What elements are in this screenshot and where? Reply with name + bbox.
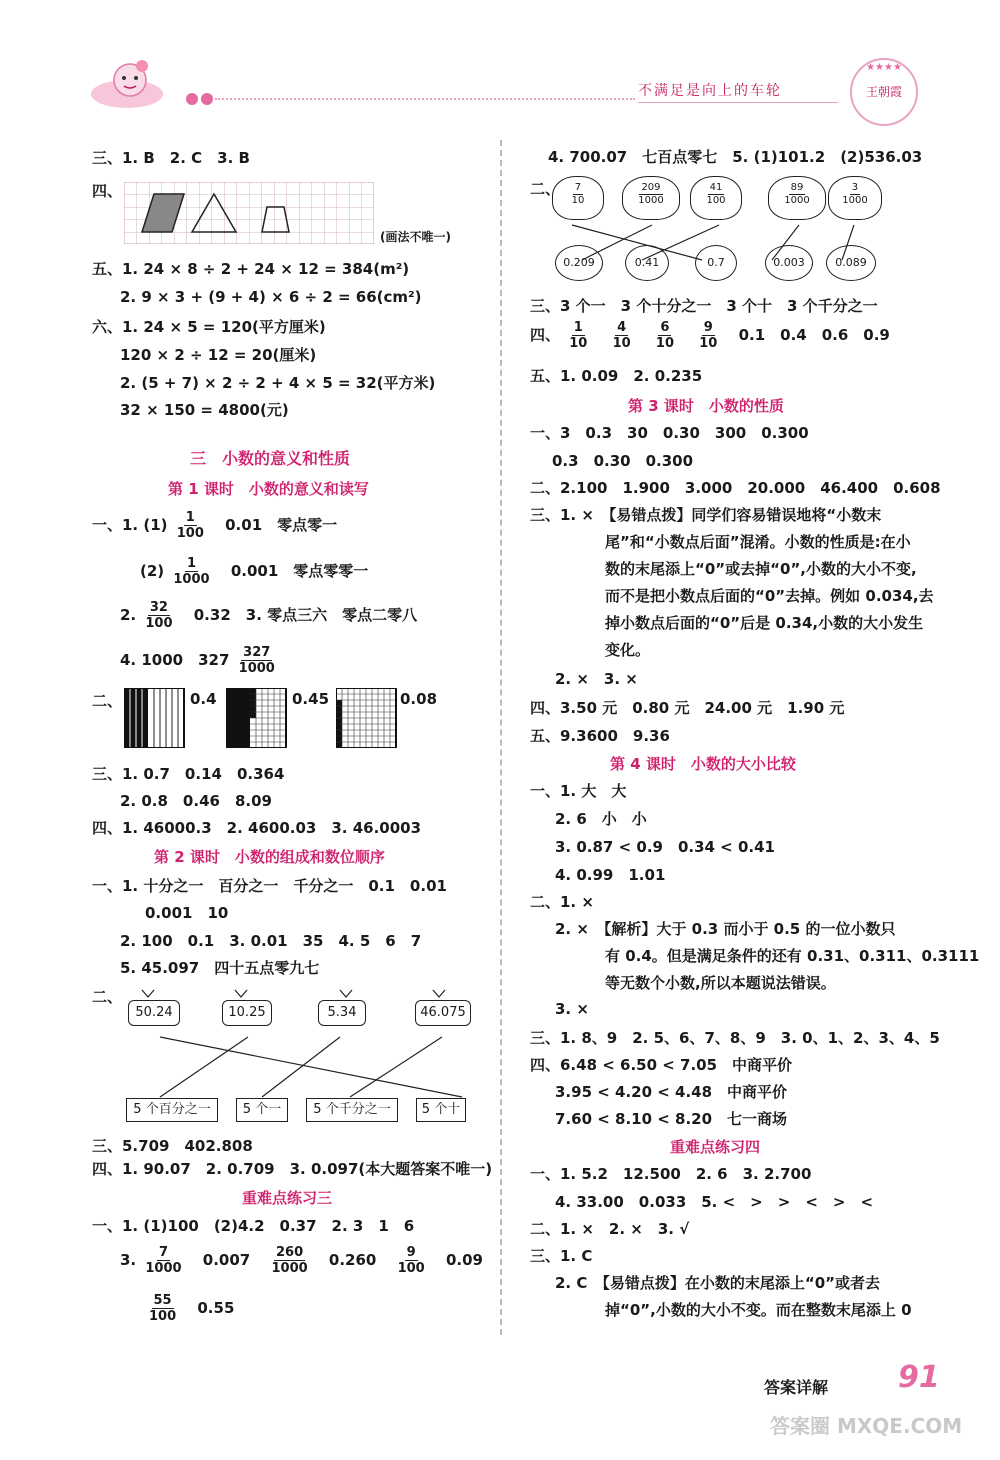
header-rule-right [638,102,838,103]
numerator: 1 [186,556,196,571]
c1: 一、1. 十分之一 百分之一 千分之一 0.1 0.01 [92,877,447,895]
denominator: 100 [706,195,726,206]
u3: 3. 0.87 < 0.9 0.34 < 0.41 [555,838,775,856]
p1: 一、1. (1)100 (2)4.2 0.37 2. 3 1 6 [92,1217,415,1235]
numerator: 1 [185,510,195,525]
fraction [654,320,676,351]
v1: 一、1. 5.2 12.500 2. 6 3. 2.700 [530,1165,812,1183]
match-top-2: 10.25 [222,1000,272,1026]
p2-pre: 3. [120,1251,137,1269]
v4: 三、1. C [530,1247,593,1265]
shaded-square-2 [226,688,288,752]
v3: 二、1. × 2. × 3. √ [530,1220,690,1238]
p2-value-1: 0.007 [202,1251,251,1269]
fraction [237,645,277,676]
footer-label: 答案详解 [764,1378,829,1397]
denominator: 1000 [271,1261,308,1276]
u7: 有 0.4。但是满足条件的还有 0.31、0.311、0.3111 [605,947,980,965]
fraction [171,556,211,587]
p3 [145,1293,234,1324]
u8: 等无数个小数,所以本题说法错误。 [605,974,836,992]
practice-3-title: 重难点练习三 [242,1189,333,1207]
shaded-square-1 [124,688,186,752]
u11: 四、6.48 < 6.50 < 7.05 中商平价 [530,1056,793,1074]
er-value-2: 0.45 [292,690,330,708]
flower-3: 0.7 [695,245,737,281]
v6: 掉“0”,小数的大小不变。而在整数末尾添上 0 [605,1301,912,1319]
r2-label: 二、 [530,180,561,198]
header-dots [185,92,215,110]
u2: 2. 6 小 小 [555,810,647,828]
left-line-6: 120 × 2 ÷ 12 = 20(厘米) [120,346,317,364]
q1b-post: 0.001 零点零零一 [230,562,369,580]
numerator: 7 [158,1245,168,1260]
lesson-2-title: 第 2 课时 小数的组成和数位顺序 [154,848,385,866]
p3-value: 0.55 [197,1299,235,1317]
grid-note: (画法不唯一) [380,230,451,244]
denominator: 10 [569,336,588,351]
brand-badge [850,58,918,126]
numerator: 1 [573,320,583,335]
numerator: 89 [790,182,804,193]
r4-values: 0.1 0.4 0.6 0.9 [738,326,890,344]
butterfly-2 [622,176,680,220]
left-line-4: 2. 9 × 3 + (9 + 4) × 6 ÷ 2 = 66(cm²) [120,288,422,306]
fraction [611,320,633,351]
u4: 4. 0.99 1.01 [555,866,666,884]
denominator: 10 [699,336,718,351]
cartoon-logo-icon [82,58,172,110]
match-bottom-4: 5 个十 [416,1098,466,1122]
t4: 三、1. × 【易错点拨】同学们容易错误地将“小数末 [530,506,882,524]
s3b: 2. 0.8 0.46 8.09 [120,792,272,810]
r5: 五、1. 0.09 2. 0.235 [530,367,703,385]
er-value-1: 0.4 [190,690,217,708]
t11: 四、3.50 元 0.80 元 24.00 元 1.90 元 [530,699,845,717]
c6: 三、5.709 402.808 [92,1137,253,1155]
t9: 变化。 [605,641,651,659]
t7: 而不是把小数点后面的“0”去掉。例如 0.034,去 [605,587,934,605]
u9: 3. × [555,1000,589,1018]
t10: 2. × 3. × [555,670,638,688]
c5-label: 二、 [92,988,123,1006]
p2-value-2: 0.260 [328,1251,377,1269]
match-bottom-3: 5 个千分之一 [306,1098,398,1122]
left-line-7: 2. (5 + 7) × 2 ÷ 2 + 4 × 5 = 32(平方米) [120,374,436,392]
fraction [269,1245,309,1276]
fraction [567,320,589,351]
left-line-2-label: 四、 [92,182,123,200]
fraction [840,182,869,207]
t12: 五、9.3600 9.36 [530,727,670,745]
butterfly-3 [690,176,742,220]
match-bottom-2: 5 个一 [236,1098,288,1122]
q4 [120,645,279,676]
u5: 二、1. × [530,893,594,911]
denominator: 100 [397,1261,425,1276]
shaded-grid-icon [124,688,186,748]
r1: 4. 700.07 七百点零七 5. (1)101.2 (2)536.03 [548,148,923,166]
flower-5: 0.089 [826,245,876,281]
lesson-1-title: 第 1 课时 小数的意义和读写 [168,480,369,498]
denominator: 10 [612,336,631,351]
grid-figure-icon [124,182,374,244]
shaded-grid-icon [226,688,288,748]
s3a: 三、1. 0.7 0.14 0.364 [92,765,285,783]
unit-title: 三 小数的意义和性质 [190,449,351,468]
u10: 三、1. 8、9 2. 5、6、7、8、9 3. 0、1、2、3、4、5 [530,1029,940,1047]
watermark: 答案圈 MXQE.COM [770,1414,963,1438]
u6: 2. × 【解析】大于 0.3 而小于 0.5 的一位小数只 [555,920,896,938]
r4 [530,320,890,351]
column-divider [500,140,502,1335]
match-bottom-1: 5 个百分之一 [126,1098,218,1122]
c4: 5. 45.097 四十五点零九七 [120,959,320,977]
v5: 2. C 【易错点拨】在小数的末尾添上“0”或者去 [555,1274,881,1292]
brand-name: 王朝霞 [865,85,902,99]
denominator: 1000 [842,195,868,206]
p2 [120,1245,483,1276]
c7: 四、1. 90.07 2. 0.709 3. 0.097(本大题答案不唯一) [92,1160,493,1178]
denominator: 1000 [238,661,275,676]
fraction [782,182,811,207]
q1b [140,556,368,587]
t5: 尾”和“小数点后面”混淆。小数的性质是:在小 [605,533,911,551]
denominator: 1000 [638,195,664,206]
q2 [120,600,417,631]
fraction [175,510,206,541]
s4: 四、1. 46000.3 2. 4600.03 3. 46.0003 [92,819,422,837]
q2-pre: 2. [120,606,137,624]
fraction [143,600,174,631]
flower-1: 0.209 [555,245,603,281]
page-number: 91 [898,1360,940,1395]
practice-4-title: 重难点练习四 [670,1138,761,1156]
butterfly-4 [768,176,826,220]
numerator: 7 [574,182,582,193]
t1: 一、3 0.3 30 0.30 300 0.300 [530,424,809,442]
v2: 4. 33.00 0.033 5. < > > < > < [555,1193,874,1211]
numerator: 4 [617,320,627,335]
numerator: 3 [851,182,859,193]
shaded-grid-icon [336,688,398,748]
c3: 2. 100 0.1 3. 0.01 35 4. 5 6 7 [120,932,422,950]
shaded-square-3 [336,688,398,752]
numerator: 55 [153,1293,172,1308]
t3: 二、2.100 1.900 3.000 20.000 46.400 0.608 [530,479,941,497]
er-label: 二、 [92,692,123,710]
t6: 数的末尾添上“0”或去掉“0”,小数的大小不变, [605,560,917,578]
fraction [697,320,719,351]
numerator: 6 [660,320,670,335]
left-line-3: 五、1. 24 × 8 ÷ 2 + 24 × 12 = 384(m²) [92,260,410,278]
q1a-pre: 一、1. (1) [92,516,168,534]
lesson-3-title: 第 3 课时 小数的性质 [628,397,784,415]
flower-4: 0.003 [765,245,813,281]
left-line-8: 32 × 150 = 4800(元) [120,401,289,419]
fraction [636,182,665,207]
p2-value-3: 0.09 [445,1251,483,1269]
denominator: 100 [176,526,204,541]
r3: 三、3 个一 3 个十分之一 3 个十 3 个千分之一 [530,297,878,315]
flower-2: 0.41 [625,245,669,281]
t2: 0.3 0.30 0.300 [552,452,694,470]
header-logo [82,58,172,110]
lesson-4-title: 第 4 课时 小数的大小比较 [610,755,796,773]
denominator: 100 [145,616,173,631]
q1a-post: 0.01 零点零一 [225,516,338,534]
denominator: 1000 [145,1261,182,1276]
r4-label: 四、 [530,326,561,344]
left-line-1: 三、1. B 2. C 3. B [92,149,250,167]
left-line-5: 六、1. 24 × 5 = 120(平方厘米) [92,318,326,336]
t8: 掉小数点后面的“0”后是 0.34,小数的大小发生 [605,614,924,632]
u1: 一、1. 大 大 [530,782,627,800]
numerator: 9 [703,320,713,335]
q1b-pre: (2) [140,562,165,580]
match-top-1: 50.24 [128,1000,180,1026]
match-top-4: 46.075 [415,1000,471,1026]
fraction [570,182,587,207]
butterfly-5 [828,176,882,220]
q1a [92,510,337,541]
header-rule [215,98,635,100]
grid-drawing [124,182,374,248]
u12: 3.95 < 4.20 < 4.48 中商平价 [555,1083,788,1101]
decor-dots-icon [185,92,215,106]
q4-pre: 4. 1000 327 [120,651,230,669]
denominator: 1000 [173,572,210,587]
numerator: 209 [641,182,661,193]
numerator: 327 [243,645,271,660]
fraction [704,182,727,207]
fraction [147,1293,178,1324]
er-value-3: 0.08 [400,690,438,708]
numerator: 41 [709,182,723,193]
star-icon: ★★★★ [866,62,902,73]
denominator: 1000 [784,195,810,206]
numerator: 32 [149,600,168,615]
denominator: 100 [149,1309,177,1324]
denominator: 10 [655,336,674,351]
u13: 7.60 < 8.10 < 8.20 七一商场 [555,1110,788,1128]
denominator: 10 [571,195,585,206]
q2-post: 0.32 3. 零点三六 零点二零八 [193,606,418,624]
butterfly-1 [552,176,604,220]
fraction [143,1245,183,1276]
fraction [396,1245,427,1276]
match-top-3: 5.34 [318,1000,366,1026]
header-slogan: 不满足是向上的车轮 [638,83,782,99]
numerator: 9 [406,1245,416,1260]
c2: 0.001 10 [145,904,229,922]
numerator: 260 [276,1245,304,1260]
